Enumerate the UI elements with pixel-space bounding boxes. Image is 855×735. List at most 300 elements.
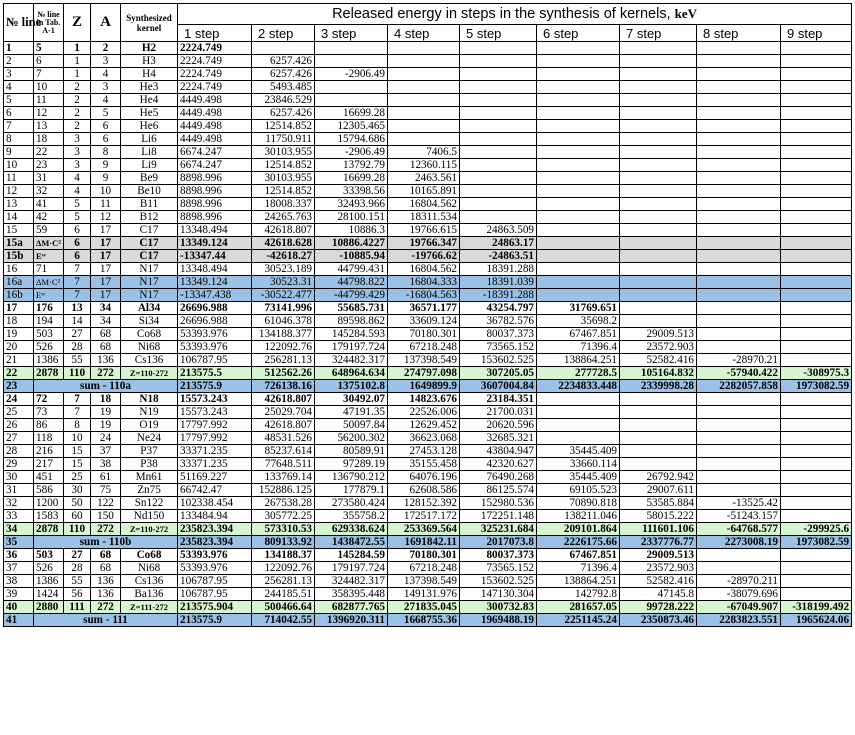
cell-line: 23 (4, 380, 34, 393)
cell-z: 28 (64, 562, 91, 575)
cell-step-7: 2339998.28 (620, 380, 697, 393)
cell-step-9 (781, 562, 852, 575)
cell-step-2: 133769.14 (252, 471, 315, 484)
cell-a: 9 (91, 172, 121, 185)
cell-step-4: 27453.128 (388, 445, 460, 458)
cell-step-1: -13347.438 (178, 289, 252, 302)
table-row (4, 81, 852, 94)
cell-line: 3 (4, 68, 34, 81)
cell-z: 28 (64, 341, 91, 354)
cell-z: 3 (64, 146, 91, 159)
cell-step-4: 16804.333 (388, 276, 460, 289)
cell-step-9: -299925.6 (781, 523, 852, 536)
cell-tab-line: 526 (34, 341, 64, 354)
cell-step-3: 30492.07 (315, 393, 388, 406)
cell-z: 50 (64, 497, 91, 510)
cell-step-3: 12305.465 (315, 120, 388, 133)
cell-step-4: -16804.563 (388, 289, 460, 302)
cell-step-4 (388, 94, 460, 107)
cell-kernel: N17 (121, 289, 178, 302)
table-row (4, 42, 852, 55)
cell-line: 19 (4, 328, 34, 341)
cell-kernel: Z=111-272 (121, 601, 178, 614)
cell-kernel: Cs136 (121, 354, 178, 367)
table-row (4, 315, 852, 328)
cell-step-2: 12514.852 (252, 159, 315, 172)
cell-step-3: 145284.59 (315, 549, 388, 562)
cell-step-7 (620, 42, 697, 55)
cell-tab-line: Eˢᵛ (34, 250, 64, 263)
cell-step-2: 12514.852 (252, 120, 315, 133)
cell-z: 5 (64, 211, 91, 224)
cell-z: 2 (64, 107, 91, 120)
cell-step-9 (781, 575, 852, 588)
table-row (4, 237, 852, 250)
cell-kernel: Co68 (121, 549, 178, 562)
cell-line: 11 (4, 172, 34, 185)
table-row (4, 354, 852, 367)
cell-step-4: 19766.615 (388, 224, 460, 237)
cell-a: 272 (91, 367, 121, 380)
cell-line: 2 (4, 55, 34, 68)
cell-line: 16 (4, 263, 34, 276)
cell-tab-line: 11 (34, 94, 64, 107)
cell-step-7: 2350873.46 (620, 614, 697, 627)
cell-step-5 (460, 159, 537, 172)
cell-step-9 (781, 588, 852, 601)
cell-step-3: 16699.28 (315, 107, 388, 120)
cell-step-2: 18008.337 (252, 198, 315, 211)
cell-step-4: 10165.891 (388, 185, 460, 198)
table-row (4, 393, 852, 406)
cell-step-8 (697, 68, 781, 81)
cell-step-2: 42618.807 (252, 419, 315, 432)
cell-step-2: 244185.51 (252, 588, 315, 601)
cell-step-3: -10885.94 (315, 250, 388, 263)
header-line-tab: № line in Tab. A-1 (34, 4, 64, 42)
cell-step-1: 4449.498 (178, 107, 252, 120)
cell-step-5: 21700.031 (460, 406, 537, 419)
cell-step-9 (781, 133, 852, 146)
table-row (4, 432, 852, 445)
cell-kernel: Ni68 (121, 562, 178, 575)
cell-step-6 (537, 68, 620, 81)
cell-step-9 (781, 458, 852, 471)
cell-step-6: 277728.5 (537, 367, 620, 380)
cell-line: 12 (4, 185, 34, 198)
cell-step-6 (537, 289, 620, 302)
cell-step-2: 42618.807 (252, 393, 315, 406)
cell-step-5: -18391.288 (460, 289, 537, 302)
cell-step-5: 23184.351 (460, 393, 537, 406)
cell-step-8 (697, 471, 781, 484)
cell-step-2: 256281.13 (252, 354, 315, 367)
cell-step-6: 33660.114 (537, 458, 620, 471)
cell-line: 26 (4, 419, 34, 432)
cell-a: 272 (91, 523, 121, 536)
cell-step-6: 2234833.448 (537, 380, 620, 393)
cell-step-9 (781, 497, 852, 510)
cell-step-6 (537, 55, 620, 68)
cell-step-1: 26696.988 (178, 315, 252, 328)
cell-tab-line: 1424 (34, 588, 64, 601)
cell-line: 15b (4, 250, 34, 263)
cell-step-4: 36571.177 (388, 302, 460, 315)
table-body (4, 42, 852, 627)
cell-step-9 (781, 484, 852, 497)
cell-kernel: N19 (121, 406, 178, 419)
cell-step-6 (537, 393, 620, 406)
cell-kernel: C17 (121, 237, 178, 250)
cell-step-8 (697, 263, 781, 276)
cell-a: 61 (91, 471, 121, 484)
cell-step-8: -51243.157 (697, 510, 781, 523)
cell-step-1: 213575.904 (178, 601, 252, 614)
cell-step-8 (697, 562, 781, 575)
cell-step-1: 106787.95 (178, 575, 252, 588)
cell-step-5 (460, 198, 537, 211)
cell-step-8: 2273008.19 (697, 536, 781, 549)
cell-step-4 (388, 68, 460, 81)
cell-step-7: 53585.884 (620, 497, 697, 510)
cell-step-9 (781, 510, 852, 523)
cell-tab-line: 5 (34, 42, 64, 55)
energy-table (3, 3, 852, 627)
cell-step-7 (620, 419, 697, 432)
cell-line: 32 (4, 497, 34, 510)
cell-line: 15 (4, 224, 34, 237)
cell-kernel: Zn75 (121, 484, 178, 497)
cell-step-9 (781, 432, 852, 445)
cell-line: 9 (4, 146, 34, 159)
cell-step-5: 18391.039 (460, 276, 537, 289)
cell-step-6: 35445.409 (537, 471, 620, 484)
table-row (4, 276, 852, 289)
table-row (4, 419, 852, 432)
cell-sum-label: sum - 110b (34, 536, 178, 549)
cell-step-5: 147130.304 (460, 588, 537, 601)
cell-step-3: 1438472.55 (315, 536, 388, 549)
cell-step-7: 58015.222 (620, 510, 697, 523)
cell-line: 30 (4, 471, 34, 484)
cell-step-3: 13792.79 (315, 159, 388, 172)
cell-z: 6 (64, 224, 91, 237)
cell-step-6: 70890.818 (537, 497, 620, 510)
cell-step-2: 500466.64 (252, 601, 315, 614)
cell-step-7 (620, 289, 697, 302)
cell-step-6 (537, 81, 620, 94)
cell-step-4: 18311.534 (388, 211, 460, 224)
cell-step-3: -44799.429 (315, 289, 388, 302)
cell-tab-line: 71 (34, 263, 64, 276)
energy-table-wrapper (3, 3, 852, 627)
cell-step-8 (697, 42, 781, 55)
cell-step-7: 52582.416 (620, 354, 697, 367)
cell-step-9 (781, 185, 852, 198)
cell-step-4: 7406.5 (388, 146, 460, 159)
cell-step-7 (620, 185, 697, 198)
cell-step-6: 71396.4 (537, 562, 620, 575)
cell-step-5: 43804.947 (460, 445, 537, 458)
cell-step-3: 355758.2 (315, 510, 388, 523)
cell-step-2: 12514.852 (252, 185, 315, 198)
cell-a: 17 (91, 237, 121, 250)
cell-step-3: 89598.862 (315, 315, 388, 328)
cell-step-6 (537, 107, 620, 120)
table-row (4, 562, 852, 575)
table-row (4, 497, 852, 510)
cell-a: 68 (91, 328, 121, 341)
cell-z: 7 (64, 276, 91, 289)
cell-step-8 (697, 549, 781, 562)
cell-step-7 (620, 94, 697, 107)
cell-a: 38 (91, 458, 121, 471)
cell-step-9 (781, 94, 852, 107)
cell-step-3 (315, 94, 388, 107)
header-z: Z (64, 4, 91, 42)
cell-z: 13 (64, 302, 91, 315)
cell-tab-line: 2878 (34, 367, 64, 380)
cell-step-9 (781, 445, 852, 458)
cell-step-2: 30523.31 (252, 276, 315, 289)
cell-kernel: B12 (121, 211, 178, 224)
cell-step-6 (537, 159, 620, 172)
cell-step-1: 235823.394 (178, 536, 252, 549)
cell-step-3: 629338.624 (315, 523, 388, 536)
cell-tab-line: 18 (34, 133, 64, 146)
cell-a: 18 (91, 393, 121, 406)
cell-step-6 (537, 198, 620, 211)
cell-step-6: 67467.851 (537, 549, 620, 562)
cell-kernel: H3 (121, 55, 178, 68)
cell-line: 17 (4, 302, 34, 315)
cell-step-8: -13525.42 (697, 497, 781, 510)
cell-step-6: 2251145.24 (537, 614, 620, 627)
cell-step-7 (620, 81, 697, 94)
cell-line: 4 (4, 81, 34, 94)
cell-step-4 (388, 42, 460, 55)
cell-z: 3 (64, 159, 91, 172)
cell-step-9: -318199.492 (781, 601, 852, 614)
cell-kernel: Be9 (121, 172, 178, 185)
cell-step-2: 30523.189 (252, 263, 315, 276)
table-header (4, 4, 852, 42)
cell-step-5: 86125.574 (460, 484, 537, 497)
cell-a: 2 (91, 42, 121, 55)
cell-step-9 (781, 120, 852, 133)
cell-step-4 (388, 55, 460, 68)
cell-step-7 (620, 120, 697, 133)
cell-step-9 (781, 68, 852, 81)
cell-step-7: 2337776.77 (620, 536, 697, 549)
cell-line: 5 (4, 94, 34, 107)
table-row (4, 614, 852, 627)
cell-z: 8 (64, 419, 91, 432)
cell-step-1: 8898.996 (178, 198, 252, 211)
cell-step-3: 10886.3 (315, 224, 388, 237)
cell-kernel: C17 (121, 224, 178, 237)
cell-step-4: 16804.562 (388, 198, 460, 211)
cell-step-8 (697, 146, 781, 159)
cell-step-6 (537, 250, 620, 263)
cell-step-1: 4449.498 (178, 120, 252, 133)
cell-step-9 (781, 172, 852, 185)
cell-step-8 (697, 107, 781, 120)
cell-step-4: 70180.301 (388, 328, 460, 341)
cell-step-2: 714042.55 (252, 614, 315, 627)
table-row (4, 120, 852, 133)
cell-step-5: 73565.152 (460, 562, 537, 575)
cell-step-7: 29009.513 (620, 549, 697, 562)
cell-step-2: 73141.996 (252, 302, 315, 315)
cell-step-2: 6257.426 (252, 68, 315, 81)
table-row (4, 471, 852, 484)
cell-step-3: 682877.765 (315, 601, 388, 614)
cell-z: 3 (64, 133, 91, 146)
cell-step-5: 76490.268 (460, 471, 537, 484)
cell-a: 11 (91, 198, 121, 211)
cell-step-9 (781, 419, 852, 432)
cell-a: 6 (91, 133, 121, 146)
cell-a: 75 (91, 484, 121, 497)
cell-kernel: Be10 (121, 185, 178, 198)
table-row (4, 588, 852, 601)
cell-step-8 (697, 458, 781, 471)
cell-z: 110 (64, 367, 91, 380)
cell-line: 1 (4, 42, 34, 55)
cell-tab-line: 22 (34, 146, 64, 159)
table-row (4, 185, 852, 198)
cell-step-1: 213575.9 (178, 614, 252, 627)
cell-tab-line: 2880 (34, 601, 64, 614)
cell-step-9 (781, 250, 852, 263)
cell-step-1: 213575.9 (178, 380, 252, 393)
cell-step-7: 111601.106 (620, 523, 697, 536)
cell-step-3: 55685.731 (315, 302, 388, 315)
cell-step-3: 16699.28 (315, 172, 388, 185)
cell-step-3 (315, 55, 388, 68)
cell-sum-label: sum - 111 (34, 614, 178, 627)
cell-a: 19 (91, 419, 121, 432)
cell-step-3: 44799.431 (315, 263, 388, 276)
table-row (4, 55, 852, 68)
cell-step-9 (781, 406, 852, 419)
cell-z: 55 (64, 354, 91, 367)
cell-tab-line: 194 (34, 315, 64, 328)
cell-step-4: 128152.392 (388, 497, 460, 510)
cell-kernel: Al34 (121, 302, 178, 315)
cell-kernel: He3 (121, 81, 178, 94)
cell-step-8: -28970.211 (697, 575, 781, 588)
cell-a: 34 (91, 315, 121, 328)
table-row (4, 302, 852, 315)
cell-a: 17 (91, 224, 121, 237)
cell-step-8 (697, 276, 781, 289)
cell-step-9 (781, 315, 852, 328)
cell-step-9 (781, 107, 852, 120)
table-row (4, 198, 852, 211)
cell-kernel: He4 (121, 94, 178, 107)
cell-step-7: 29009.513 (620, 328, 697, 341)
cell-step-5: 20620.596 (460, 419, 537, 432)
table-row (4, 146, 852, 159)
cell-tab-line: 13 (34, 120, 64, 133)
cell-step-4: 62608.586 (388, 484, 460, 497)
cell-step-8: -67049.907 (697, 601, 781, 614)
cell-tab-line: 6 (34, 55, 64, 68)
cell-step-5: 24863.17 (460, 237, 537, 250)
header-step-5: 5 step (460, 25, 537, 42)
cell-z: 15 (64, 458, 91, 471)
cell-step-5: 80037.373 (460, 549, 537, 562)
cell-tab-line: 10 (34, 81, 64, 94)
cell-step-7 (620, 302, 697, 315)
cell-step-8 (697, 289, 781, 302)
cell-step-7 (620, 315, 697, 328)
cell-step-3: 179197.724 (315, 562, 388, 575)
cell-step-6 (537, 419, 620, 432)
cell-step-8: -57940.422 (697, 367, 781, 380)
cell-step-4: 16804.562 (388, 263, 460, 276)
header-step-8: 8 step (697, 25, 781, 42)
cell-step-2: 256281.13 (252, 575, 315, 588)
cell-step-8 (697, 302, 781, 315)
cell-step-3: 15794.686 (315, 133, 388, 146)
cell-step-6: 71396.4 (537, 341, 620, 354)
cell-step-2: -30522.477 (252, 289, 315, 302)
header-step-1: 1 step (178, 25, 252, 42)
cell-a: 5 (91, 107, 121, 120)
cell-step-4: 1649899.9 (388, 380, 460, 393)
cell-step-8 (697, 315, 781, 328)
cell-tab-line: 12 (34, 107, 64, 120)
cell-step-7 (620, 211, 697, 224)
cell-tab-line: 2878 (34, 523, 64, 536)
cell-a: 136 (91, 588, 121, 601)
cell-step-3 (315, 81, 388, 94)
cell-step-5: 43254.797 (460, 302, 537, 315)
cell-step-7 (620, 55, 697, 68)
cell-step-6: 67467.851 (537, 328, 620, 341)
cell-step-9 (781, 341, 852, 354)
cell-step-3: 136790.212 (315, 471, 388, 484)
cell-step-8: -28970.21 (697, 354, 781, 367)
cell-step-7 (620, 159, 697, 172)
cell-step-8 (697, 198, 781, 211)
cell-kernel: N18 (121, 393, 178, 406)
cell-step-6 (537, 94, 620, 107)
cell-tab-line: ΔM·C² (34, 276, 64, 289)
cell-step-7 (620, 107, 697, 120)
cell-step-7: 26792.942 (620, 471, 697, 484)
cell-z: 25 (64, 471, 91, 484)
cell-tab-line: Eˢᵛ (34, 289, 64, 302)
cell-step-5: 3607004.84 (460, 380, 537, 393)
cell-step-9 (781, 237, 852, 250)
cell-step-9 (781, 81, 852, 94)
cell-kernel: P37 (121, 445, 178, 458)
cell-step-8 (697, 159, 781, 172)
table-row (4, 536, 852, 549)
cell-line: 31 (4, 484, 34, 497)
cell-z: 60 (64, 510, 91, 523)
cell-step-6 (537, 224, 620, 237)
table-row (4, 523, 852, 536)
cell-step-9 (781, 354, 852, 367)
header-line: № line (4, 4, 34, 42)
cell-step-1: 8898.996 (178, 211, 252, 224)
header-unit: keV (674, 6, 698, 21)
